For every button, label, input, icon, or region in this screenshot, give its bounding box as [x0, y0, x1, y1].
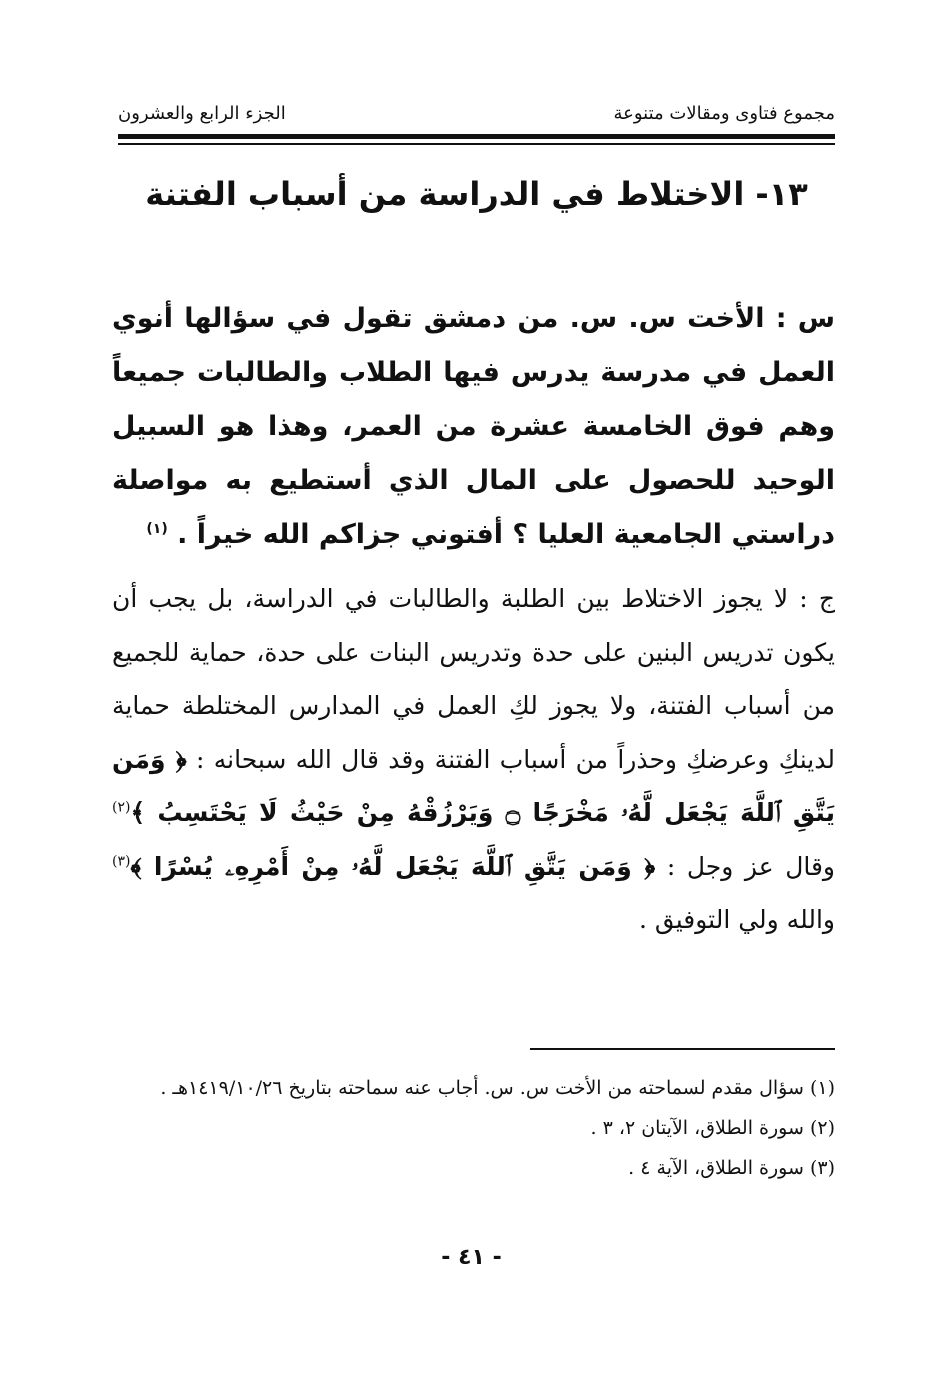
footnote-1: (١) سؤال مقدم لسماحته من الأخت س. س. أجاب عنه سماحته بتاريخ ١٤١٩/١٠/٢٦هـ .: [160, 1077, 835, 1099]
footnote-2: (٢) سورة الطلاق، الآيتان ٢، ٣ .: [590, 1117, 835, 1139]
page-number: - ٤١ -: [441, 1245, 502, 1270]
footnotes: [112, 1068, 835, 1188]
quran-verse-1: ﴿ وَمَن يَتَّقِ ٱللَّهَ يَجْعَل لَّهُۥ مَخْرَجًا ۝ وَيَرْزُقْهُ مِنْ حَيْثُ لَا يَحْتَسِبُ ﴾: [112, 744, 835, 827]
answer-text-2: وقال عز وجل :: [655, 851, 835, 881]
question-text: س : الأخت س. س. من دمشق تقول في سؤالها أنوي العمل في مدرسة يدرس فيها الطلاب والطالبات جميعاً وهم فوق الخامسة عشرة من العمر، وهذا هو السبيل الوحيد للحصول على المال الذي أستطيع به مواصلة دراستي الجامعية العليا ؟ أفتوني جزاكم الله خيراً .: [112, 303, 835, 550]
header-rule-thin: [118, 143, 835, 145]
header-rule-thick: [118, 134, 835, 139]
header-book-title: مجموع فتاوى ومقالات متنوعة: [613, 102, 835, 124]
footnote-ref-1: (١): [146, 521, 168, 537]
footnote-ref-3: (٣): [112, 853, 131, 870]
question-paragraph: [112, 292, 835, 562]
footnote-3: (٣) سورة الطلاق، الآية ٤ .: [628, 1157, 835, 1179]
quran-verse-2: ﴿ وَمَن يَتَّقِ ٱللَّهَ يَجْعَل لَّهُۥ مِنْ أَمْرِهِۦ يُسْرًا ﴾: [130, 851, 656, 881]
answer-paragraph: [112, 572, 835, 947]
footnote-separator: [530, 1048, 835, 1050]
running-header: [118, 98, 835, 128]
header-volume: الجزء الرابع والعشرون: [118, 102, 286, 124]
footnote-ref-2: (٢): [112, 799, 131, 816]
answer-text-3: والله ولي التوفيق .: [639, 905, 835, 934]
article-title: ١٣- الاختلاط في الدراسة من أسباب الفتنة: [145, 175, 808, 213]
answer-text-1: ج : لا يجوز الاختلاط بين الطلبة والطالبات في الدراسة، بل يجب أن يكون تدريس البنين على حدة وتدريس البنات على حدة، حماية للجميع من أسباب الفتنة، ولا يجوز لكِ العمل في المدارس المختلطة حماية لدينكِ وعرضكِ وحذراً من أسباب الفتنة وقد قال الله سبحانه :: [112, 584, 836, 774]
